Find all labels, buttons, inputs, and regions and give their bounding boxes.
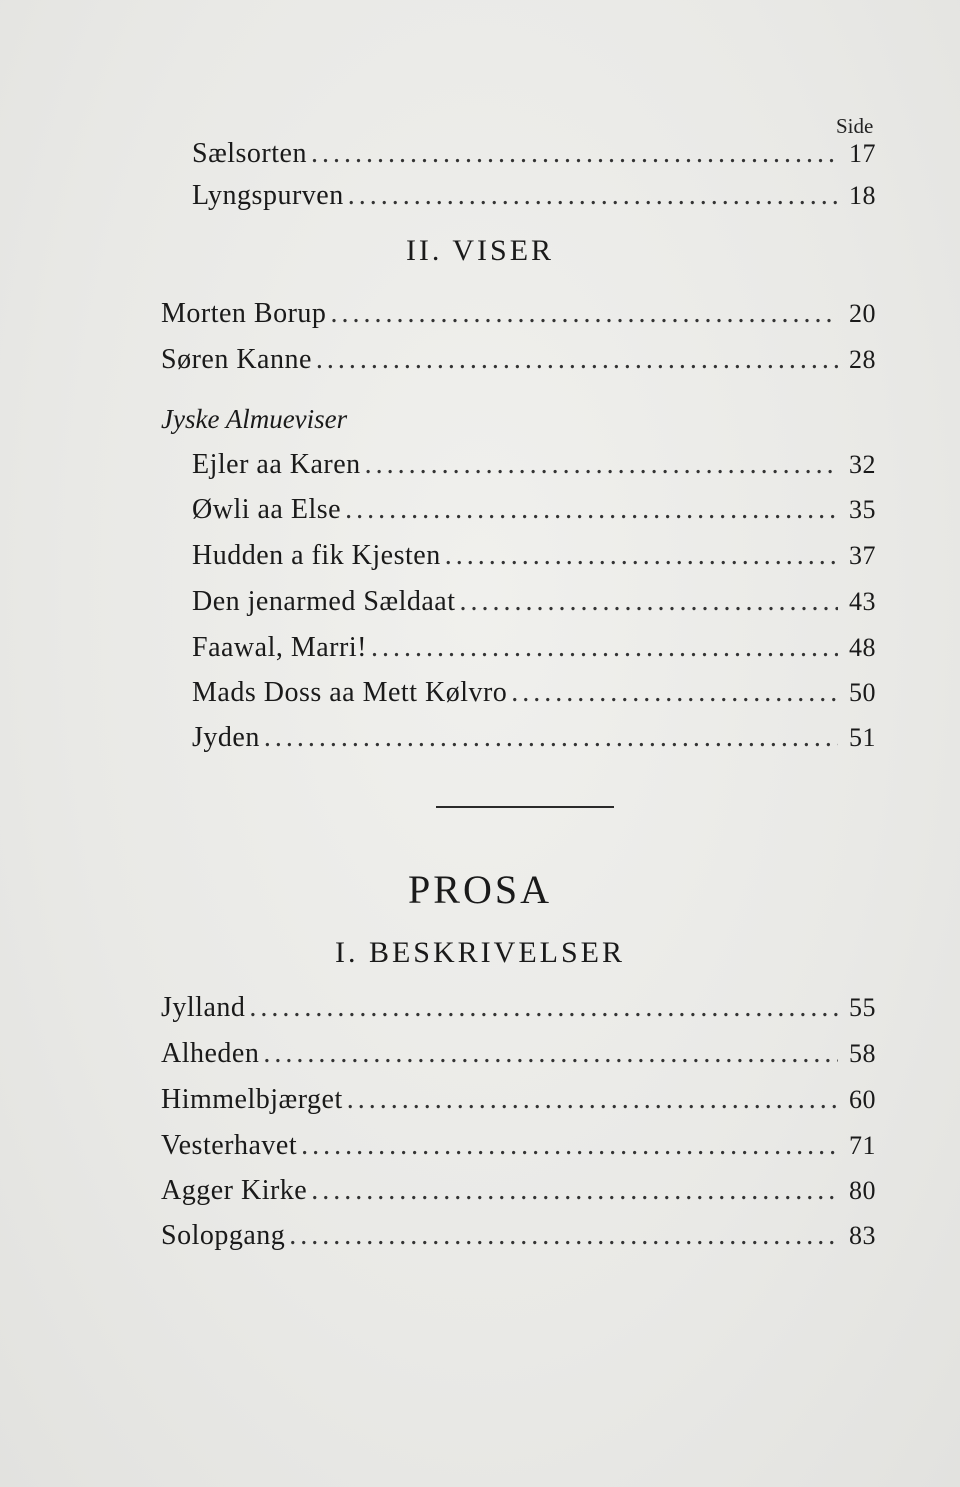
dot-leader <box>445 540 838 572</box>
toc-entry-title: Sælsorten <box>192 138 307 169</box>
toc-entry-title: Den jenarmed Sældaat <box>192 586 456 617</box>
toc-entry <box>192 722 876 754</box>
toc-entry-title: Agger Kirke <box>161 1175 308 1206</box>
toc-entry-title: Alheden <box>161 1038 260 1069</box>
dot-leader <box>301 1130 838 1162</box>
dot-leader <box>289 1220 838 1252</box>
toc-entry-page: 32 <box>849 450 876 479</box>
toc-entry-title: Ejler aa Karen <box>192 449 361 480</box>
toc-entry-page: 48 <box>849 633 876 662</box>
toc-entry-title: Jyden <box>192 722 260 753</box>
toc-entry <box>192 494 876 526</box>
toc-entry <box>192 677 876 709</box>
toc-entry-title: Morten Borup <box>161 298 327 329</box>
toc-entry-title: Faawal, Marri! <box>192 632 367 663</box>
toc-entry <box>192 180 876 212</box>
toc-entry-title: Solopgang <box>161 1220 286 1251</box>
subsection-heading-jyske-almueviser: Jyske Almueviser <box>161 404 348 434</box>
toc-entry <box>161 1130 876 1162</box>
dot-leader <box>348 180 838 212</box>
dot-leader <box>249 992 838 1024</box>
toc-entry-page: 20 <box>849 299 876 328</box>
toc-entry-title: Øwli aa Else <box>192 494 342 525</box>
toc-entry-page: 55 <box>849 993 876 1022</box>
toc-entry-title: Vesterhavet <box>161 1130 298 1161</box>
page-column-label: Side <box>836 114 874 138</box>
toc-entry <box>192 138 876 170</box>
toc-entry <box>192 632 876 664</box>
toc-entry-page: 37 <box>849 541 876 570</box>
section-heading-beskrivelser: I. BESKRIVELSER <box>334 936 625 969</box>
toc-entry-page: 43 <box>849 587 876 616</box>
toc-entry <box>161 344 876 376</box>
section-heading-viser: II. VISER <box>405 234 555 267</box>
dot-leader <box>311 138 838 170</box>
toc-entry-page: 28 <box>849 345 876 374</box>
dot-leader <box>311 1175 838 1207</box>
toc-entry-title: Mads Doss aa Mett Kølvro <box>192 677 508 708</box>
dot-leader <box>371 632 838 664</box>
toc-entry-page: 18 <box>849 181 876 210</box>
dot-leader <box>459 586 838 618</box>
dot-leader <box>345 494 838 526</box>
toc-entry-page: 83 <box>849 1221 876 1250</box>
toc-entry <box>161 992 876 1024</box>
toc-entry-page: 17 <box>849 139 876 168</box>
toc-entry-title: Jylland <box>161 992 246 1023</box>
toc-entry <box>161 1038 876 1070</box>
toc-entry-page: 71 <box>849 1131 876 1160</box>
toc-entry-page: 58 <box>849 1039 876 1068</box>
dot-leader <box>511 677 838 709</box>
toc-entry-page: 60 <box>849 1085 876 1114</box>
toc-entry <box>192 540 876 572</box>
toc-entry-page: 50 <box>849 678 876 707</box>
dot-leader <box>316 344 838 376</box>
toc-entry <box>161 298 876 330</box>
dot-leader <box>365 449 838 481</box>
section-divider <box>436 806 614 808</box>
toc-entry-page: 51 <box>849 723 876 752</box>
dot-leader <box>264 722 838 754</box>
toc-entry-title: Søren Kanne <box>161 344 312 375</box>
dot-leader <box>347 1084 838 1116</box>
toc-entry <box>161 1220 876 1252</box>
toc-entry <box>192 586 876 618</box>
part-heading-prosa: PROSA <box>408 867 552 912</box>
toc-entry-title: Himmelbjærget <box>161 1084 343 1115</box>
toc-entry-page: 80 <box>849 1176 876 1205</box>
toc-entry <box>161 1175 876 1207</box>
dot-leader <box>330 298 838 330</box>
toc-entry-title: Hudden a fik Kjesten <box>192 540 441 571</box>
dot-leader <box>263 1038 838 1070</box>
toc-entry-title: Lyngspurven <box>192 180 344 211</box>
toc-entry-page: 35 <box>849 495 876 524</box>
toc-entry <box>192 449 876 481</box>
toc-entry <box>161 1084 876 1116</box>
